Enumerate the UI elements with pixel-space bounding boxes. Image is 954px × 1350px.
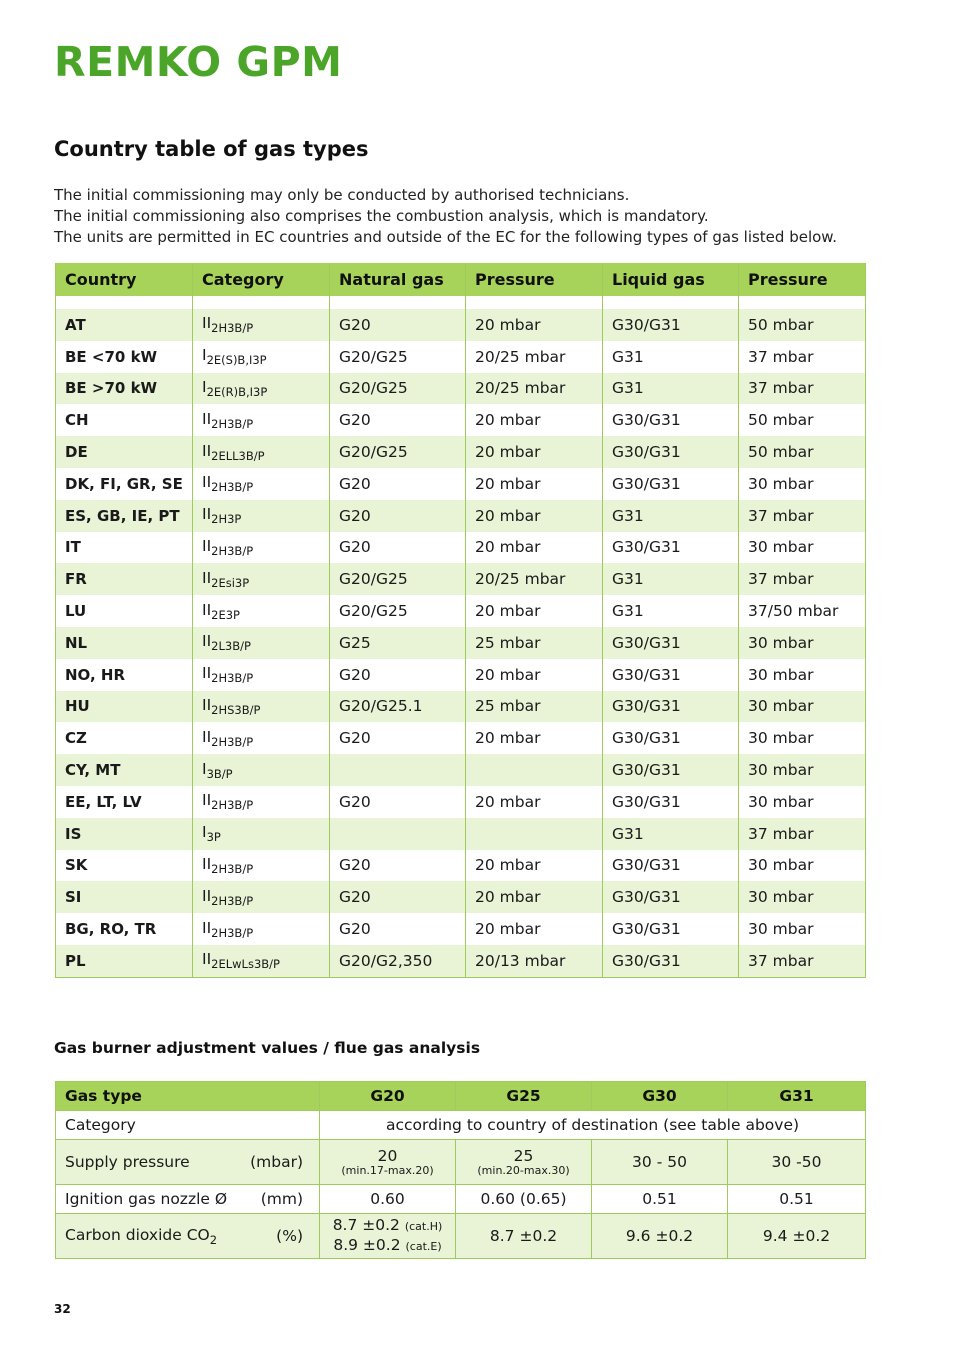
table-row — [56, 563, 866, 595]
table-row — [56, 818, 866, 850]
natural-gas-cell — [330, 754, 466, 786]
category-subscript: 2E(S)B,I3P — [206, 353, 267, 368]
pressure-liquid-cell: 30 mbar — [739, 913, 866, 945]
co2-g30-value: 9.6 ±0.2 — [592, 1214, 728, 1259]
pressure-natural-cell: 20/13 mbar — [466, 945, 603, 977]
co2-label-text: Carbon dioxide CO — [65, 1225, 210, 1244]
liquid-gas-cell: G30/G31 — [603, 436, 739, 468]
category-subscript: 2Esi3P — [211, 575, 250, 590]
pressure-natural-cell: 20 mbar — [466, 436, 603, 468]
pressure-natural-cell: 20 mbar — [466, 913, 603, 945]
table-row — [56, 436, 866, 468]
category-cell — [193, 818, 330, 850]
table-row — [56, 532, 866, 564]
country-cell: BG, RO, TR — [56, 913, 193, 945]
table-header-row — [56, 263, 866, 296]
country-cell: DE — [56, 436, 193, 468]
burner-adjustment-table — [55, 1081, 866, 1259]
co2-label-subscript: 2 — [209, 1232, 218, 1247]
nozzle-g31-value: 0.51 — [728, 1185, 866, 1214]
nozzle-g25-value: 0.60 (0.65) — [456, 1185, 592, 1214]
category-subscript: 2L3B/P — [211, 639, 251, 654]
category-cell — [193, 595, 330, 627]
category-subscript: 2H3P — [211, 512, 242, 527]
intro-line: The initial commissioning may only be conducted by authorised technicians. — [54, 186, 630, 204]
pressure-liquid-cell: 30 mbar — [739, 881, 866, 913]
category-cell — [193, 373, 330, 405]
liquid-gas-cell: G30/G31 — [603, 722, 739, 754]
table-row — [56, 850, 866, 882]
natural-gas-cell: G20 — [330, 850, 466, 882]
category-subscript: 2H3B/P — [211, 861, 254, 876]
co2-g25-value: 8.7 ±0.2 — [456, 1214, 592, 1259]
natural-gas-cell: G20/G25 — [330, 563, 466, 595]
category-main: II — [202, 886, 212, 905]
co2-g20-line — [320, 1236, 455, 1256]
category-main: II — [202, 314, 212, 333]
category-subscript: 2ELL3B/P — [211, 448, 265, 463]
category-cell — [193, 436, 330, 468]
pressure-natural-cell: 20/25 mbar — [466, 373, 603, 405]
co2-g20-value-h: 8.7 ±0.2 — [332, 1216, 400, 1234]
supply-pressure-row — [56, 1140, 866, 1185]
country-cell: CY, MT — [56, 754, 193, 786]
category-cell — [193, 404, 330, 436]
pressure-natural-cell: 25 mbar — [466, 627, 603, 659]
pressure-natural-cell: 20 mbar — [466, 404, 603, 436]
category-main: II — [202, 664, 212, 683]
co2-g20-cell — [320, 1214, 456, 1259]
table-row — [56, 722, 866, 754]
category-main: I — [202, 759, 207, 778]
table-row — [56, 500, 866, 532]
liquid-gas-cell: G30/G31 — [603, 850, 739, 882]
supply-g30-value: 30 - 50 — [592, 1140, 728, 1185]
category-cell — [193, 468, 330, 500]
natural-gas-cell: G20 — [330, 532, 466, 564]
category-main: II — [202, 600, 212, 619]
category-subscript: 2H3B/P — [211, 734, 254, 749]
category-main: I — [202, 377, 207, 396]
table-spacer-row — [56, 296, 866, 309]
co2-g20-value-e: 8.9 ±0.2 — [333, 1236, 401, 1254]
category-cell — [193, 563, 330, 595]
burner-header-row — [56, 1082, 866, 1111]
natural-gas-cell: G20/G25 — [330, 373, 466, 405]
country-cell: AT — [56, 309, 193, 341]
pressure-liquid-cell: 37/50 mbar — [739, 595, 866, 627]
category-main: II — [202, 727, 212, 746]
co2-label-cell — [56, 1214, 320, 1259]
co2-g31-value: 9.4 ±0.2 — [728, 1214, 866, 1259]
category-cell — [193, 913, 330, 945]
natural-gas-cell: G20 — [330, 786, 466, 818]
pressure-natural-cell: 20 mbar — [466, 468, 603, 500]
supply-g25-note: (min.20-max.30) — [477, 1164, 570, 1177]
category-cell — [193, 754, 330, 786]
category-cell — [193, 722, 330, 754]
category-label: Category — [56, 1111, 320, 1140]
pressure-liquid-cell: 30 mbar — [739, 691, 866, 723]
natural-gas-cell: G20 — [330, 309, 466, 341]
liquid-gas-cell: G31 — [603, 500, 739, 532]
table-row — [56, 404, 866, 436]
category-main: I — [202, 823, 207, 842]
pressure-natural-cell: 20/25 mbar — [466, 563, 603, 595]
table-row — [56, 913, 866, 945]
nozzle-label: Ignition gas nozzle Ø — [65, 1190, 228, 1208]
header-country: Country — [56, 263, 193, 296]
category-main: II — [202, 791, 212, 810]
liquid-gas-cell: G30/G31 — [603, 754, 739, 786]
pressure-liquid-cell: 37 mbar — [739, 500, 866, 532]
liquid-gas-cell: G31 — [603, 373, 739, 405]
nozzle-g30-value: 0.51 — [592, 1185, 728, 1214]
country-cell: SK — [56, 850, 193, 882]
category-cell — [193, 881, 330, 913]
co2-g20-note-h: (cat.H) — [404, 1220, 443, 1233]
category-subscript: 2H3B/P — [211, 416, 254, 431]
category-main: II — [202, 568, 212, 587]
category-main: I — [202, 346, 207, 365]
category-cell — [193, 309, 330, 341]
country-cell: LU — [56, 595, 193, 627]
pressure-liquid-cell: 30 mbar — [739, 754, 866, 786]
supply-g25-cell — [456, 1140, 592, 1185]
category-main: II — [202, 473, 212, 492]
header-g30: G30 — [592, 1082, 728, 1111]
table-row — [56, 754, 866, 786]
country-cell: IT — [56, 532, 193, 564]
pressure-liquid-cell: 37 mbar — [739, 341, 866, 373]
liquid-gas-cell: G30/G31 — [603, 881, 739, 913]
category-main: II — [202, 632, 212, 651]
category-subscript: 2E3P — [211, 607, 240, 622]
pressure-liquid-cell: 30 mbar — [739, 786, 866, 818]
category-main: II — [202, 854, 212, 873]
pressure-liquid-cell: 50 mbar — [739, 404, 866, 436]
table-row — [56, 373, 866, 405]
table-row — [56, 881, 866, 913]
country-cell: BE >70 kW — [56, 373, 193, 405]
page-number: 32 — [54, 1302, 71, 1316]
category-subscript: 3P — [206, 830, 221, 845]
category-row — [56, 1111, 866, 1140]
liquid-gas-cell: G30/G31 — [603, 786, 739, 818]
country-table-body — [56, 296, 866, 977]
nozzle-unit: (mm) — [260, 1190, 303, 1208]
table-row — [56, 309, 866, 341]
header-g20: G20 — [320, 1082, 456, 1111]
table-row — [56, 627, 866, 659]
natural-gas-cell: G20 — [330, 404, 466, 436]
category-cell — [193, 627, 330, 659]
pressure-liquid-cell: 37 mbar — [739, 818, 866, 850]
supply-g20-note: (min.17-max.20) — [341, 1164, 434, 1177]
category-cell — [193, 850, 330, 882]
category-subscript: 2E(R)B,I3P — [206, 384, 268, 399]
category-cell — [193, 500, 330, 532]
natural-gas-cell: G20/G2,350 — [330, 945, 466, 977]
category-cell — [193, 945, 330, 977]
category-cell — [193, 786, 330, 818]
supply-g31-value: 30 -50 — [728, 1140, 866, 1185]
pressure-liquid-cell: 30 mbar — [739, 722, 866, 754]
category-subscript: 2H3B/P — [211, 893, 254, 908]
liquid-gas-cell: G30/G31 — [603, 468, 739, 500]
category-main: II — [202, 950, 212, 969]
liquid-gas-cell: G31 — [603, 563, 739, 595]
header-category: Category — [193, 263, 330, 296]
country-cell: CH — [56, 404, 193, 436]
section-title: Country table of gas types — [54, 137, 369, 161]
pressure-liquid-cell: 50 mbar — [739, 436, 866, 468]
pressure-natural-cell: 25 mbar — [466, 691, 603, 723]
header-g25: G25 — [456, 1082, 592, 1111]
natural-gas-cell: G20/G25 — [330, 341, 466, 373]
co2-g20-line — [320, 1216, 455, 1236]
supply-pressure-label: Supply pressure — [65, 1153, 190, 1171]
category-main: II — [202, 695, 212, 714]
pressure-natural-cell: 20/25 mbar — [466, 341, 603, 373]
table-row — [56, 945, 866, 977]
category-main: II — [202, 505, 212, 524]
intro-line: The initial commissioning also comprises the combustion analysis, which is mandatory. — [54, 207, 709, 225]
country-cell: CZ — [56, 722, 193, 754]
natural-gas-cell: G20 — [330, 659, 466, 691]
country-cell: SI — [56, 881, 193, 913]
natural-gas-cell: G25 — [330, 627, 466, 659]
country-cell: FR — [56, 563, 193, 595]
natural-gas-cell: G20 — [330, 500, 466, 532]
category-main: II — [202, 441, 212, 460]
natural-gas-cell: G20/G25 — [330, 595, 466, 627]
supply-pressure-label-cell — [56, 1140, 320, 1185]
natural-gas-cell: G20 — [330, 881, 466, 913]
liquid-gas-cell: G31 — [603, 341, 739, 373]
nozzle-label-cell — [56, 1185, 320, 1214]
table-row — [56, 595, 866, 627]
category-main: II — [202, 536, 212, 555]
country-cell: DK, FI, GR, SE — [56, 468, 193, 500]
category-subscript: 2H3B/P — [211, 480, 254, 495]
liquid-gas-cell: G30/G31 — [603, 945, 739, 977]
country-cell: EE, LT, LV — [56, 786, 193, 818]
table-row — [56, 659, 866, 691]
supply-g20-cell — [320, 1140, 456, 1185]
pressure-liquid-cell: 37 mbar — [739, 563, 866, 595]
supply-g20-value: 20 — [377, 1147, 398, 1165]
natural-gas-cell: G20/G25.1 — [330, 691, 466, 723]
nozzle-g20-value: 0.60 — [320, 1185, 456, 1214]
pressure-natural-cell: 20 mbar — [466, 786, 603, 818]
country-cell: NO, HR — [56, 659, 193, 691]
liquid-gas-cell: G30/G31 — [603, 659, 739, 691]
natural-gas-cell — [330, 818, 466, 850]
supply-g25-value: 25 — [513, 1147, 534, 1165]
brand-title: REMKO GPM — [54, 38, 343, 86]
liquid-gas-cell: G31 — [603, 595, 739, 627]
natural-gas-cell: G20 — [330, 913, 466, 945]
header-gas-type: Gas type — [56, 1082, 320, 1111]
header-pressure-natural: Pressure — [466, 263, 603, 296]
co2-unit: (%) — [276, 1227, 303, 1245]
pressure-liquid-cell: 30 mbar — [739, 659, 866, 691]
country-cell: PL — [56, 945, 193, 977]
co2-g20-note-e: (cat.E) — [405, 1240, 442, 1253]
country-cell: HU — [56, 691, 193, 723]
category-subscript: 2HS3B/P — [211, 702, 261, 717]
natural-gas-cell: G20 — [330, 722, 466, 754]
natural-gas-cell: G20/G25 — [330, 436, 466, 468]
category-cell — [193, 532, 330, 564]
pressure-liquid-cell: 50 mbar — [739, 309, 866, 341]
pressure-natural-cell: 20 mbar — [466, 659, 603, 691]
liquid-gas-cell: G30/G31 — [603, 627, 739, 659]
category-value: according to country of destination (see table above) — [320, 1111, 866, 1140]
country-cell: ES, GB, IE, PT — [56, 500, 193, 532]
pressure-liquid-cell: 30 mbar — [739, 532, 866, 564]
category-subscript: 2H3B/P — [211, 798, 254, 813]
header-pressure-liquid: Pressure — [739, 263, 866, 296]
intro-line: The units are permitted in EC countries and outside of the EC for the following types of gas listed below. — [54, 228, 837, 246]
liquid-gas-cell: G30/G31 — [603, 691, 739, 723]
pressure-natural-cell: 20 mbar — [466, 309, 603, 341]
pressure-liquid-cell: 30 mbar — [739, 850, 866, 882]
category-cell — [193, 659, 330, 691]
country-cell: IS — [56, 818, 193, 850]
header-g31: G31 — [728, 1082, 866, 1111]
header-liquid-gas: Liquid gas — [603, 263, 739, 296]
natural-gas-cell: G20 — [330, 468, 466, 500]
nozzle-row — [56, 1185, 866, 1214]
country-cell: NL — [56, 627, 193, 659]
country-gas-table — [55, 263, 866, 978]
pressure-natural-cell: 20 mbar — [466, 532, 603, 564]
category-subscript: 2H3B/P — [211, 925, 254, 940]
liquid-gas-cell: G30/G31 — [603, 532, 739, 564]
pressure-natural-cell: 20 mbar — [466, 722, 603, 754]
co2-row — [56, 1214, 866, 1259]
country-cell: BE <70 kW — [56, 341, 193, 373]
co2-label — [65, 1225, 218, 1247]
table-row — [56, 468, 866, 500]
table-row — [56, 786, 866, 818]
category-subscript: 2H3B/P — [211, 543, 254, 558]
category-main: II — [202, 918, 212, 937]
pressure-natural-cell: 20 mbar — [466, 881, 603, 913]
burner-section-title: Gas burner adjustment values / flue gas analysis — [54, 1039, 481, 1057]
pressure-liquid-cell: 30 mbar — [739, 468, 866, 500]
liquid-gas-cell: G30/G31 — [603, 913, 739, 945]
pressure-natural-cell — [466, 818, 603, 850]
category-main: II — [202, 409, 212, 428]
pressure-natural-cell: 20 mbar — [466, 850, 603, 882]
pressure-natural-cell: 20 mbar — [466, 595, 603, 627]
pressure-liquid-cell: 37 mbar — [739, 373, 866, 405]
intro-text — [54, 185, 837, 248]
pressure-liquid-cell: 37 mbar — [739, 945, 866, 977]
pressure-liquid-cell: 30 mbar — [739, 627, 866, 659]
category-subscript: 2H3B/P — [211, 671, 254, 686]
pressure-natural-cell — [466, 754, 603, 786]
pressure-natural-cell: 20 mbar — [466, 500, 603, 532]
table-row — [56, 341, 866, 373]
liquid-gas-cell: G30/G31 — [603, 309, 739, 341]
category-cell — [193, 691, 330, 723]
liquid-gas-cell: G31 — [603, 818, 739, 850]
category-subscript: 2H3B/P — [211, 321, 254, 336]
category-subscript: 3B/P — [206, 766, 233, 781]
liquid-gas-cell: G30/G31 — [603, 404, 739, 436]
category-subscript: 2ELwLs3B/P — [211, 957, 280, 972]
supply-pressure-unit: (mbar) — [250, 1153, 303, 1171]
header-natural-gas: Natural gas — [330, 263, 466, 296]
table-row — [56, 691, 866, 723]
category-cell — [193, 341, 330, 373]
